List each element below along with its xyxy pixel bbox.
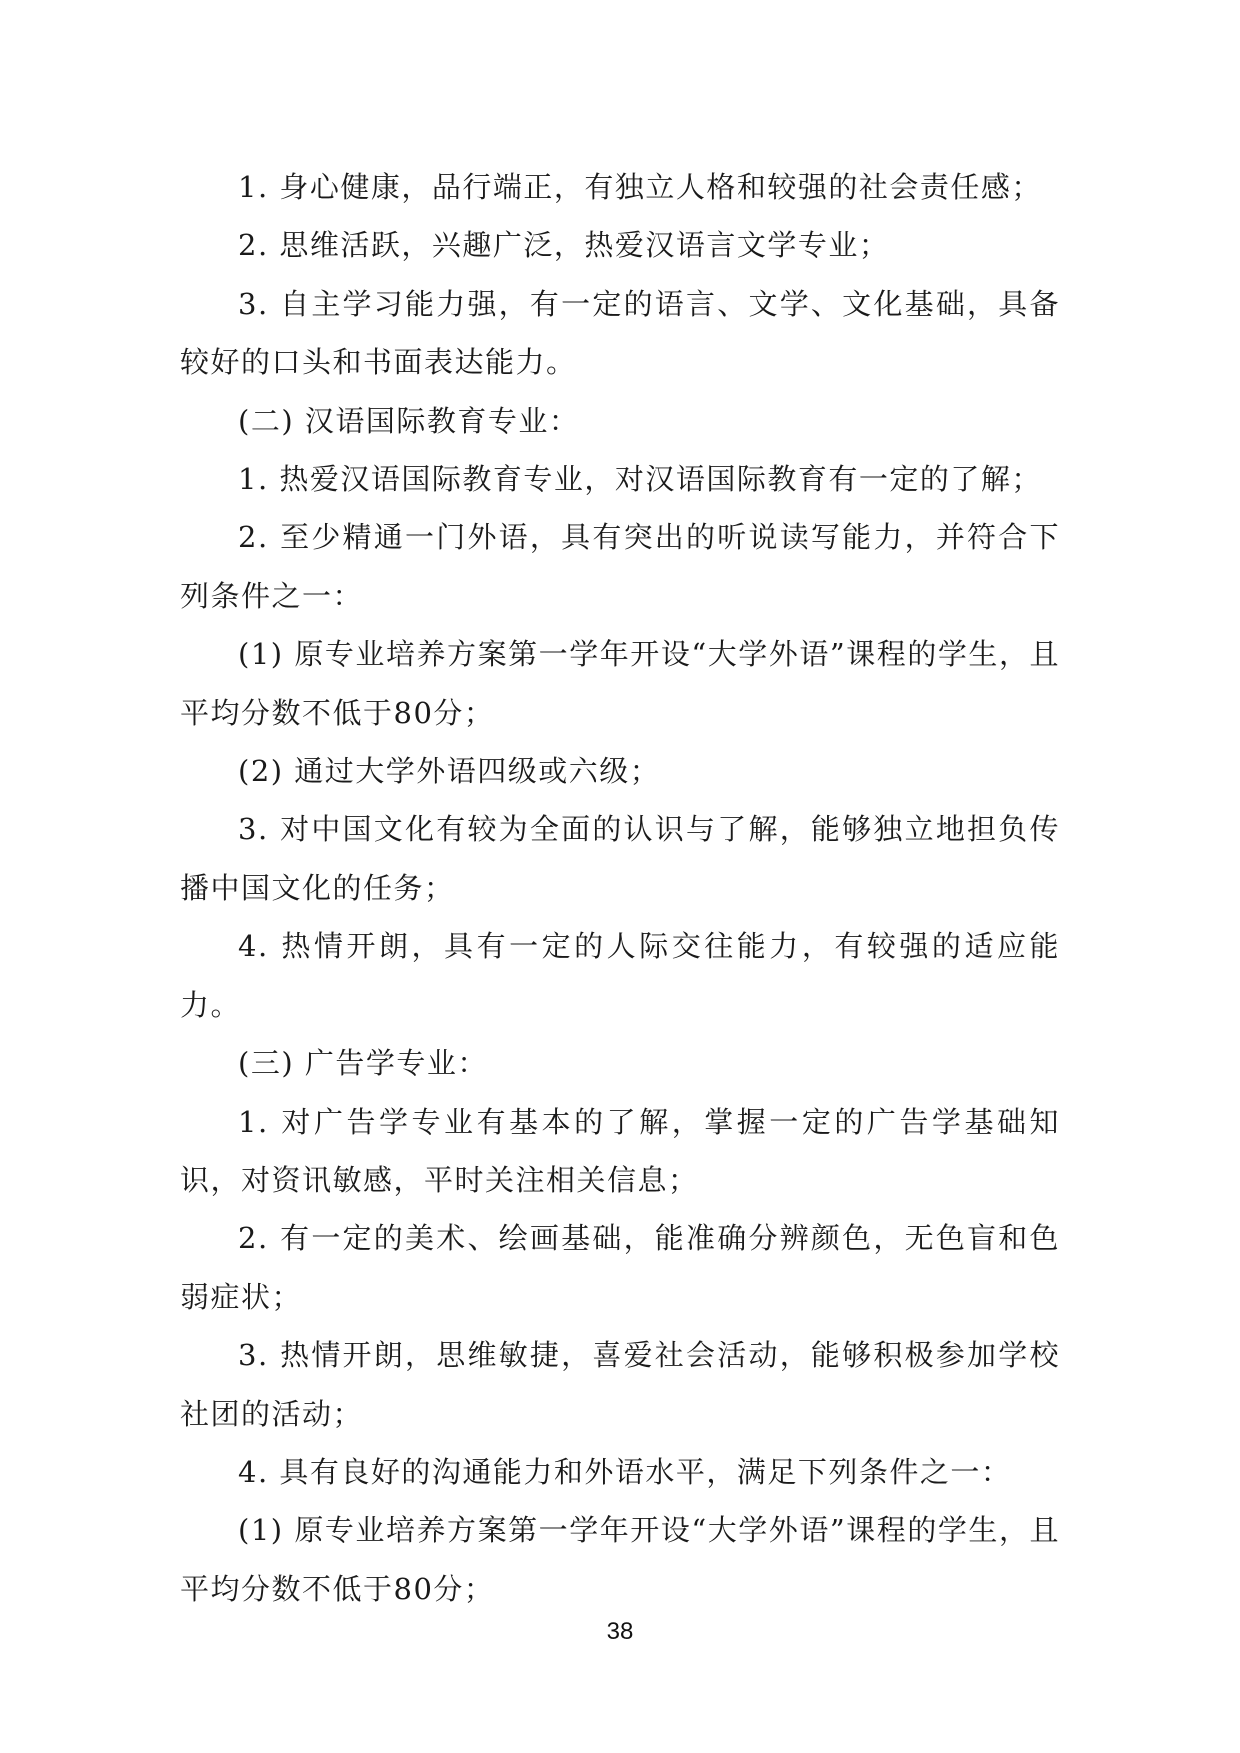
section-heading: (二) 汉语国际教育专业： [238,403,580,438]
page-number: 38 [606,1618,634,1645]
paragraph: 3. 自主学习能力强，有一定的语言、文学、文化基础，具备较好的口头和书面表达能力。 [180,286,1060,380]
paragraph: 3. 热情开朗，思维敏捷，喜爱社会活动，能够积极参加学校社团的活动； [180,1338,1060,1431]
section-heading: (三) 广告学专业： [238,1046,488,1081]
paragraph: 2. 至少精通一门外语，具有突出的听说读写能力，并符合下列条件之一： [180,520,1060,613]
paragraph: 2. 思维活跃，兴趣广泛，热爱汉语言文学专业； [238,228,890,263]
sub-paragraph: (2) 通过大学外语四级或六级； [238,754,661,789]
paragraph: 4. 热情开朗，具有一定的人际交往能力，有较强的适应能力。 [180,929,1060,1022]
paragraph: 1. 身心健康，品行端正，有独立人格和较强的社会责任感； [238,170,1042,204]
paragraph: 2. 有一定的美术、绘画基础，能准确分辨颜色，无色盲和色弱症状； [180,1221,1060,1314]
paragraph: 4. 具有良好的沟通能力和外语水平，满足下列条件之一： [238,1454,1012,1489]
sub-paragraph: (1) 原专业培养方案第一学年开设“大学外语”课程的学生，且平均分数不低于80分； [180,1513,1060,1606]
paragraph: 1. 对广告学专业有基本的了解，掌握一定的广告学基础知识，对资讯敏感，平时关注相关信息； [180,1104,1060,1197]
sub-paragraph: (1) 原专业培养方案第一学年开设“大学外语”课程的学生，且平均分数不低于80分； [180,637,1060,730]
document-body [180,158,1060,1618]
paragraph: 3. 对中国文化有较为全面的认识与了解，能够独立地担负传播中国文化的任务； [180,812,1060,905]
paragraph: 1. 热爱汉语国际教育专业，对汉语国际教育有一定的了解； [238,462,1042,497]
